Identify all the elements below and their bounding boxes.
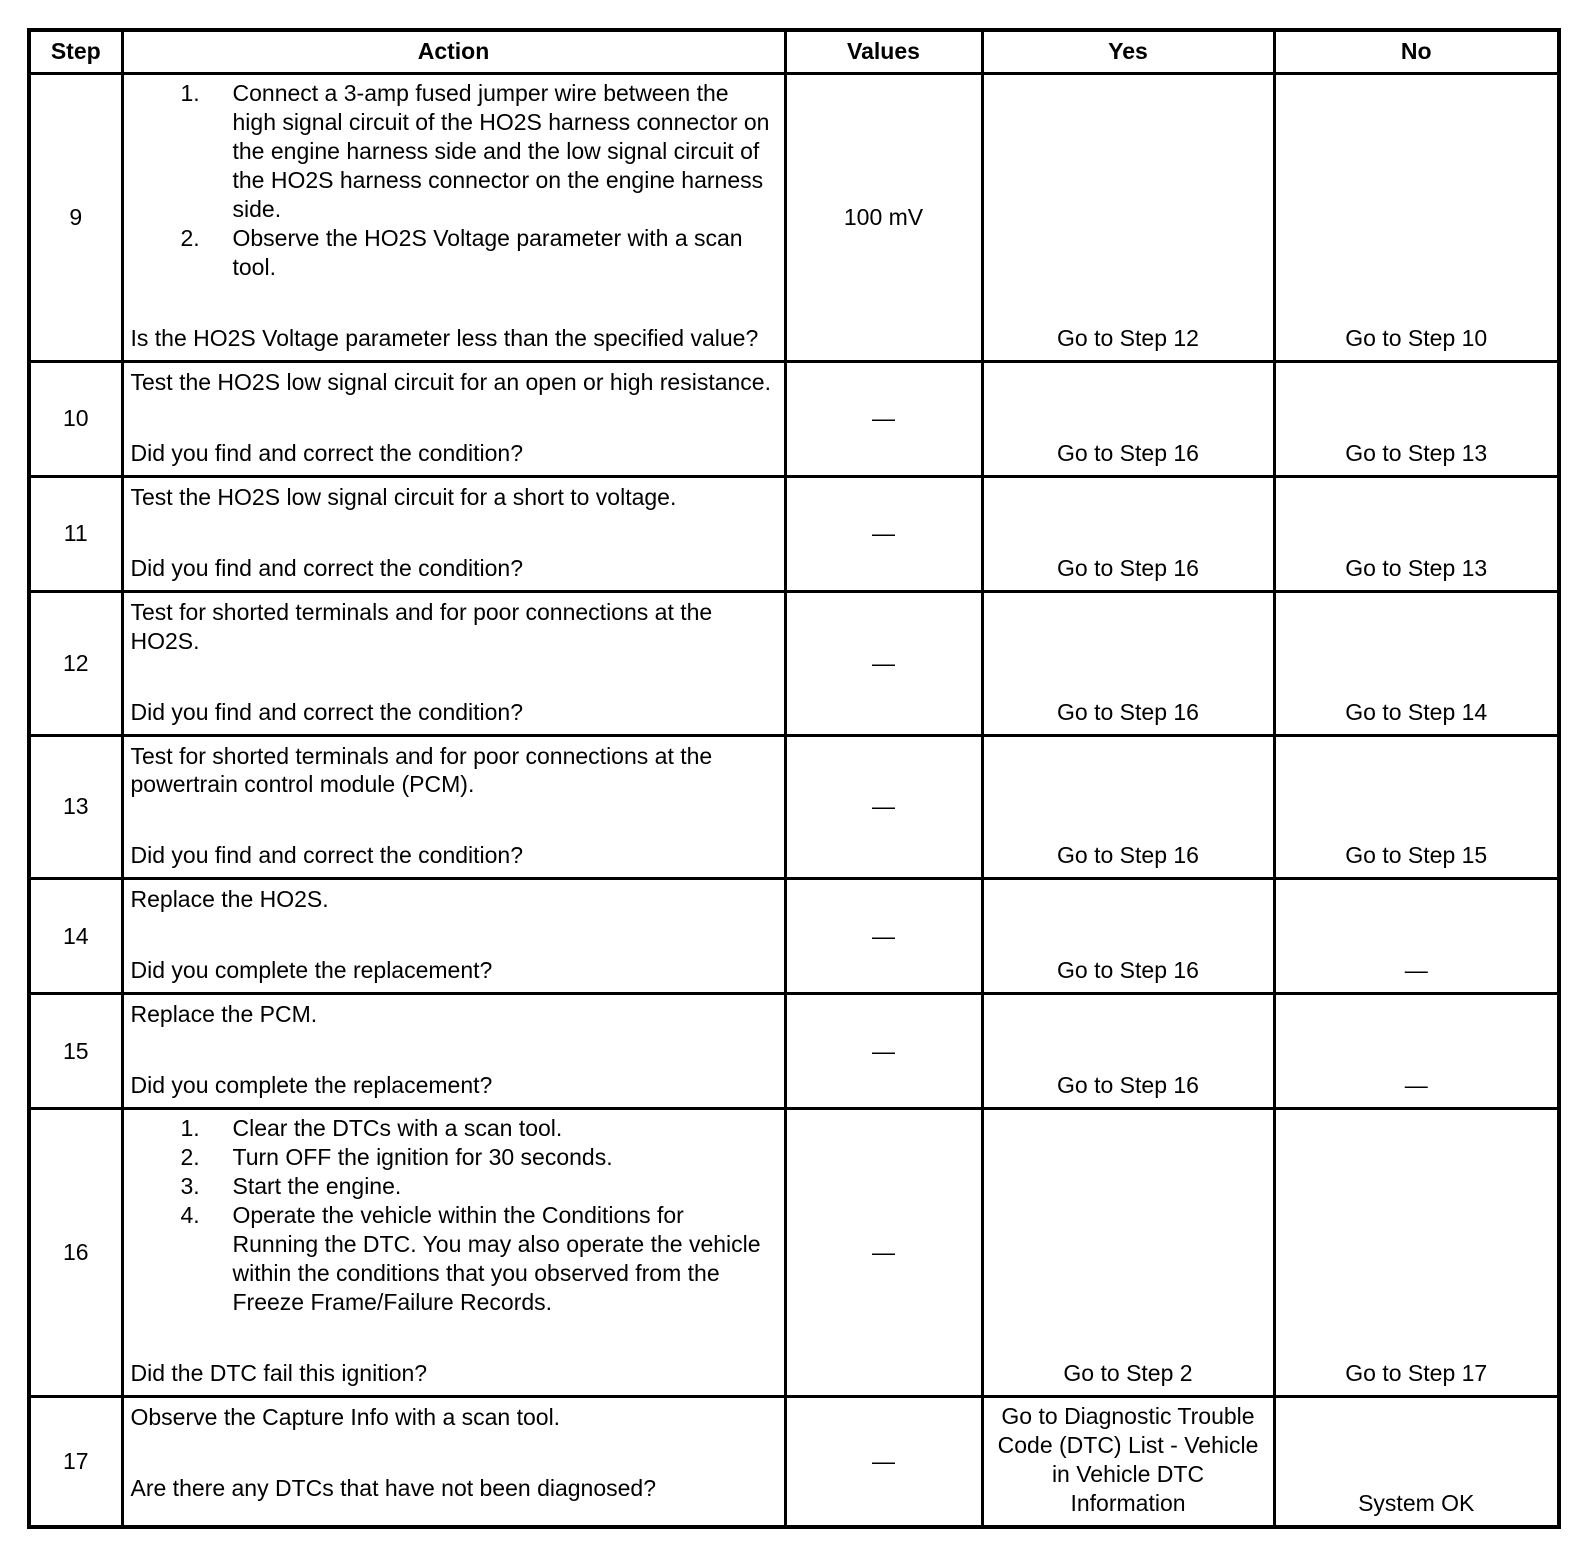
- values-cell: —: [785, 994, 982, 1109]
- no-cell: —: [1274, 879, 1559, 994]
- no-cell: —: [1274, 994, 1559, 1109]
- no-cell: Go to Step 15: [1274, 735, 1559, 879]
- step-number: 9: [29, 73, 122, 361]
- no-cell: Go to Step 13: [1274, 476, 1559, 591]
- no-cell: System OK: [1274, 1397, 1559, 1527]
- yes-cell: Go to Step 16: [982, 476, 1274, 591]
- column-header-action: Action: [122, 30, 785, 73]
- action-list-item: [131, 1114, 776, 1143]
- action-list-item: [131, 224, 776, 282]
- step-number: 12: [29, 591, 122, 735]
- action-cell: [122, 735, 785, 879]
- table-header: [29, 30, 1559, 73]
- action-cell: [122, 73, 785, 361]
- action-numbered-list: [131, 78, 776, 282]
- list-item-number: 1.: [180, 79, 200, 106]
- action-question: Is the HO2S Voltage parameter less than the specified value?: [130, 324, 759, 351]
- no-cell: Go to Step 14: [1274, 591, 1559, 735]
- values-cell: —: [785, 476, 982, 591]
- action-cell: [122, 476, 785, 591]
- table-row: [29, 1397, 1559, 1527]
- action-text: Test the HO2S low signal circuit for an open or high resistance.: [130, 368, 771, 395]
- list-item-text: Start the engine.: [232, 1173, 402, 1200]
- step-number: 15: [29, 994, 122, 1109]
- action-question: Are there any DTCs that have not been diagnosed?: [130, 1475, 657, 1501]
- yes-cell: Go to Step 16: [982, 994, 1274, 1109]
- action-cell: [122, 361, 785, 476]
- action-question: Did you find and correct the condition?: [130, 842, 524, 869]
- list-item-text: Observe the HO2S Voltage parameter with a scan tool.: [232, 224, 743, 280]
- action-cell: [122, 994, 785, 1109]
- list-item-number: 2.: [180, 224, 200, 251]
- table-row: [29, 1109, 1559, 1397]
- action-text: Replace the HO2S.: [130, 886, 329, 913]
- values-cell: 100 mV: [785, 73, 982, 361]
- table-row: [29, 591, 1559, 735]
- header-row: [29, 30, 1559, 73]
- values-cell: —: [785, 1397, 982, 1527]
- step-number: 10: [29, 361, 122, 476]
- step-number: 17: [29, 1397, 122, 1527]
- list-item-number: 3.: [180, 1173, 200, 1200]
- column-header-yes: Yes: [982, 30, 1274, 73]
- column-header-no: No: [1274, 30, 1559, 73]
- yes-cell: Go to Step 12: [982, 73, 1274, 361]
- action-text: Replace the PCM.: [130, 1001, 318, 1028]
- action-text: Test for shorted terminals and for poor connections at the HO2S.: [130, 598, 713, 654]
- values-cell: —: [785, 591, 982, 735]
- action-list-item: [131, 1143, 776, 1172]
- action-cell: [122, 879, 785, 994]
- values-cell: —: [785, 879, 982, 994]
- list-item-text: Turn OFF the ignition for 30 seconds.: [232, 1144, 613, 1171]
- action-question: Did you find and correct the condition?: [130, 439, 524, 466]
- yes-cell: Go to Diagnostic Trouble Code (DTC) List - Vehicle in Vehicle DTC Information: [982, 1397, 1274, 1527]
- step-number: 16: [29, 1109, 122, 1397]
- step-number: 14: [29, 879, 122, 994]
- table-row: [29, 73, 1559, 361]
- list-item-number: 4.: [180, 1202, 200, 1229]
- action-list-item: [131, 1172, 776, 1201]
- action-cell: [122, 1109, 785, 1397]
- action-text: Observe the Capture Info with a scan tool.: [130, 1404, 561, 1431]
- column-header-values: Values: [785, 30, 982, 73]
- action-list-item: [131, 79, 776, 224]
- step-number: 13: [29, 735, 122, 879]
- list-item-text: Operate the vehicle within the Conditions for Running the DTC. You may also operate the vehicle within the conditions that you observed from the Freeze Frame/Failure Records.: [232, 1202, 761, 1316]
- action-question: Did you find and correct the condition?: [130, 698, 524, 725]
- action-question: Did you complete the replacement?: [130, 957, 493, 984]
- action-question: Did you complete the replacement?: [130, 1072, 493, 1099]
- values-cell: —: [785, 1109, 982, 1397]
- column-header-step: Step: [29, 30, 122, 73]
- action-cell: [122, 1397, 785, 1527]
- list-item-number: 1.: [180, 1115, 200, 1142]
- action-numbered-list: [131, 1113, 776, 1317]
- table-row: [29, 361, 1559, 476]
- no-cell: Go to Step 10: [1274, 73, 1559, 361]
- yes-cell: Go to Step 16: [982, 879, 1274, 994]
- yes-cell: Go to Step 16: [982, 361, 1274, 476]
- yes-cell: Go to Step 2: [982, 1109, 1274, 1397]
- list-item-text: Connect a 3-amp fused jumper wire between the high signal circuit of the HO2S harness connector on the engine harness side and the low signal circuit of the HO2S harness connector on the engine harness side.: [232, 79, 770, 222]
- values-cell: —: [785, 735, 982, 879]
- action-text: Test the HO2S low signal circuit for a short to voltage.: [130, 483, 677, 510]
- no-cell: Go to Step 13: [1274, 361, 1559, 476]
- yes-cell: Go to Step 16: [982, 591, 1274, 735]
- step-number: 11: [29, 476, 122, 591]
- table-row: [29, 735, 1559, 879]
- table-row: [29, 476, 1559, 591]
- action-question: Did you find and correct the condition?: [130, 554, 524, 581]
- table-row: [29, 994, 1559, 1109]
- action-list-item: [131, 1201, 776, 1317]
- list-item-number: 2.: [180, 1144, 200, 1171]
- table-row: [29, 879, 1559, 994]
- values-cell: —: [785, 361, 982, 476]
- table-body: [29, 73, 1559, 1526]
- action-question: Did the DTC fail this ignition?: [130, 1360, 428, 1387]
- diagnostic-table: [27, 28, 1561, 1529]
- no-cell: Go to Step 17: [1274, 1109, 1559, 1397]
- list-item-text: Clear the DTCs with a scan tool.: [232, 1115, 563, 1142]
- action-cell: [122, 591, 785, 735]
- yes-cell: Go to Step 16: [982, 735, 1274, 879]
- action-text: Test for shorted terminals and for poor connections at the powertrain control module (PCM).: [130, 742, 713, 798]
